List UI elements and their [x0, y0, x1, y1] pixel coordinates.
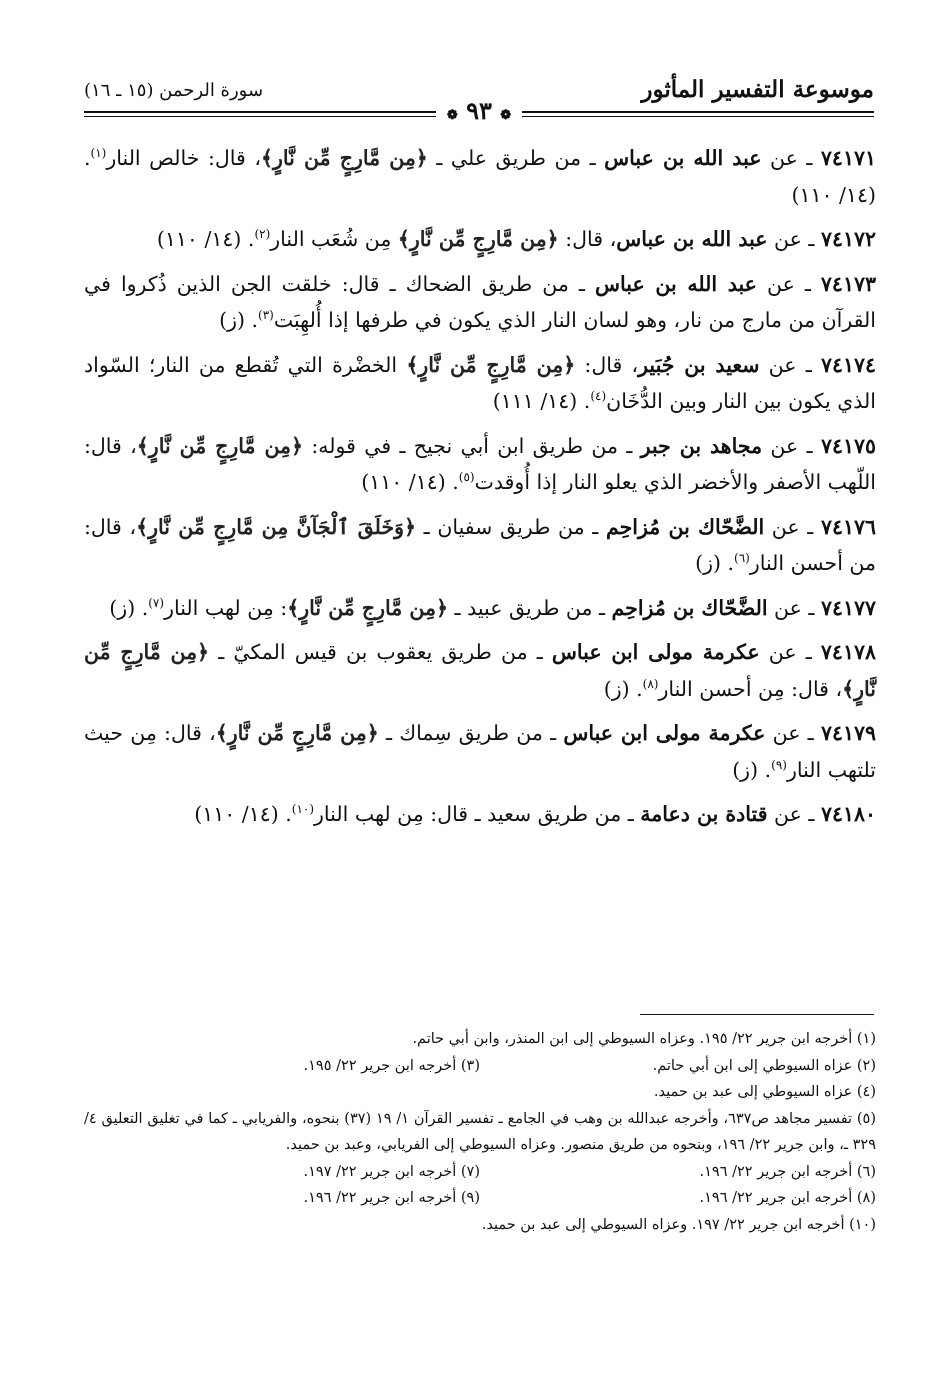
footnote-5: (٥) تفسير مجاهد ص٦٣٧، وأخرجه عبدالله بن وهب في الجامع ـ تفسير القرآن ١/ ١٩ (٣٧) بنحوه، والفريابي ـ كما في تغليق التعليق ٤/ ٣٢٩ ـ، وابن جرير ٢٢/ ١٩٦، وبنحوه من طريق منصور. وعزاه السيوطي إلى الفريابي، وعبد بن حميد.: [84, 1110, 876, 1153]
header-rule-right-thin: [522, 116, 874, 117]
surah-title: سورة الرحمن (١٥ ـ ١٦): [84, 80, 264, 101]
footnote-1: (١) أخرجه ابن جرير ٢٢/ ١٩٥. وعزاه السيوطي إلى ابن المنذر، وابن أبي حاتم.: [412, 1031, 876, 1047]
footnote-ref[interactable]: (٦): [734, 551, 750, 566]
entry-74172: ٧٤١٧٢ ـ عن عبد الله بن عباس، قال: ﴿مِن مَّارِجٍ مِّن نَّارٍ﴾ مِن شُعَب النار$^{(٢)}$. (١٤/ ١١٠): [156, 227, 876, 251]
footnote-8: (٨) أخرجه ابن جرير ٢٢/ ١٩٦.: [699, 1190, 876, 1206]
entry-74175: ٧٤١٧٥ ـ عن مجاهد بن جبر ـ من طريق ابن أبي نجيح ـ في قوله: ﴿مِن مَّارِجٍ مِّن نَّارٍ﴾، قال: اللّهب الأصفر والأخضر الذي يعلو النار إذا أُوقدت$^{(٥)}$. (١٤/ ١١٠): [84, 433, 876, 494]
footnote-6: (٦) أخرجه ابن جرير ٢٢/ ١٩٦.: [699, 1163, 876, 1180]
ornament-icon: ❁: [500, 108, 512, 123]
footnote-ref[interactable]: (١): [90, 146, 107, 161]
footnote-ref[interactable]: (٤): [590, 389, 607, 404]
ornament-icon: ❁: [446, 108, 458, 123]
footnote-row: [84, 1185, 876, 1212]
footnote-4: (٤) عزاه السيوطي إلى عبد بن حميد.: [653, 1084, 876, 1100]
header-rule-right: [522, 111, 874, 113]
entry-74174: ٧٤١٧٤ ـ عن سعيد بن جُبَير، قال: ﴿مِن مَّارِجٍ مِّن نَّارٍ﴾ الخضْرة التي تُقطع من النار؛ السّواد الذي يكون بين النار وبين الدُّخَان$^{(٤)}$. (١٤/ ١١١): [84, 352, 876, 413]
header-rule-left-thin: [84, 116, 436, 117]
footnote-ref[interactable]: (٥): [458, 470, 475, 485]
book-title: موسوعة التفسير المأثور: [641, 76, 874, 103]
header-rule-left: [84, 111, 436, 113]
quran-quote: ﴿مِن مَّارِجٍ مِّن نَّارٍ﴾: [84, 640, 876, 701]
quran-quote: ﴿مِن مَّارِجٍ مِّن نَّارٍ﴾: [406, 352, 576, 377]
quran-quote: ﴿مِن مَّارِجٍ مِّن نَّارٍ﴾: [136, 433, 304, 458]
footnote-row: [84, 1053, 876, 1080]
entry-74178: ٧٤١٧٨ ـ عن عكرمة مولى ابن عباس ـ من طريق يعقوب بن قيس المكيّ ـ ﴿مِن مَّارِجٍ مِّن نَّارٍ﴾، قال: مِن أحسن النار$^{(٨)}$. (ز): [84, 640, 876, 701]
entry-74177: ٧٤١٧٧ ـ عن الضَّحّاك بن مُزاحِم ـ من طريق عبيد ـ ﴿مِن مَّارِجٍ مِّن نَّارٍ﴾: مِن لهب النار$^{(٧)}$. (ز): [109, 595, 876, 620]
quran-quote: ﴿مِن مَّارِجٍ مِّن نَّارٍ﴾: [397, 227, 559, 251]
page-number-value: ٩٣: [466, 96, 492, 125]
quran-quote: ﴿وَخَلَقَ ٱلْجَآنَّ مِن مَّارِجٍ مِّن نَّارٍ﴾: [136, 514, 417, 539]
footnote-ref[interactable]: (٨): [642, 676, 659, 691]
entry-74173: ٧٤١٧٣ ـ عن عبد الله بن عباس ـ من طريق الضحاك ـ قال: خلقت الجن الذين ذُكروا في القرآن من مارج من نار، وهو لسان النار الذي يكون في طرفها إذا أُلهِبَت$^{(٣)}$. (ز): [84, 271, 876, 332]
footnote-ref[interactable]: (٩): [771, 757, 787, 772]
footnote-10: (١٠) أخرجه ابن جرير ٢٢/ ١٩٧. وعزاه السيوطي إلى عبد بن حميد.: [481, 1216, 876, 1233]
page-number: [441, 96, 517, 125]
quran-quote: ﴿مِن مَّارِجٍ مِّن نَّارٍ﴾: [215, 721, 379, 745]
footnote-2: (٢) عزاه السيوطي إلى ابن أبي حاتم.: [652, 1057, 876, 1074]
quran-quote: ﴿مِن مَّارِجٍ مِّن نَّارٍ﴾: [260, 146, 428, 170]
footnote-ref[interactable]: (٢): [254, 227, 271, 242]
footnote-ref[interactable]: (١٠): [291, 802, 315, 817]
footnote-9: (٩) أخرجه ابن جرير ٢٢/ ١٩٦.: [303, 1190, 480, 1206]
header-rule: [84, 96, 874, 125]
entry-74171: ٧٤١٧١ ـ عن عبد الله بن عباس ـ من طريق علي ـ ﴿مِن مَّارِجٍ مِّن نَّارٍ﴾، قال: خالص النار$^{(١)}$. (١٤/ ١١٠): [84, 146, 876, 207]
footnote-3: (٣) أخرجه ابن جرير ٢٢/ ١٩٥.: [303, 1057, 480, 1074]
quran-quote: ﴿مِن مَّارِجٍ مِّن نَّارٍ﴾: [287, 595, 449, 620]
footnotes: [84, 1026, 876, 1238]
footnote-divider: [640, 1014, 874, 1015]
footnote-ref[interactable]: (٣): [258, 308, 274, 323]
footnote-row: [84, 1159, 876, 1186]
page-header: [84, 62, 874, 125]
entry-74180: ٧٤١٨٠ ـ عن قتادة بن دعامة ـ من طريق سعيد ـ قال: مِن لهب النار$^{(١٠)}$. (١٤/ ١١٠): [194, 802, 876, 826]
footnote-ref[interactable]: (٧): [148, 595, 165, 610]
main-text: [84, 140, 876, 841]
entry-74176: ٧٤١٧٦ ـ عن الضَّحّاك بن مُزاحِم ـ من طريق سفيان ـ ﴿وَخَلَقَ ٱلْجَآنَّ مِن مَّارِجٍ مِّن نَّارٍ﴾، قال: من أحسن النار$^{(٦)}$. (ز): [84, 514, 876, 575]
footnote-7: (٧) أخرجه ابن جرير ٢٢/ ١٩٧.: [303, 1163, 480, 1180]
entry-74179: ٧٤١٧٩ ـ عن عكرمة مولى ابن عباس ـ من طريق سِماك ـ ﴿مِن مَّارِجٍ مِّن نَّارٍ﴾، قال: مِن حيث تلتهب النار$^{(٩)}$. (ز): [84, 721, 876, 782]
